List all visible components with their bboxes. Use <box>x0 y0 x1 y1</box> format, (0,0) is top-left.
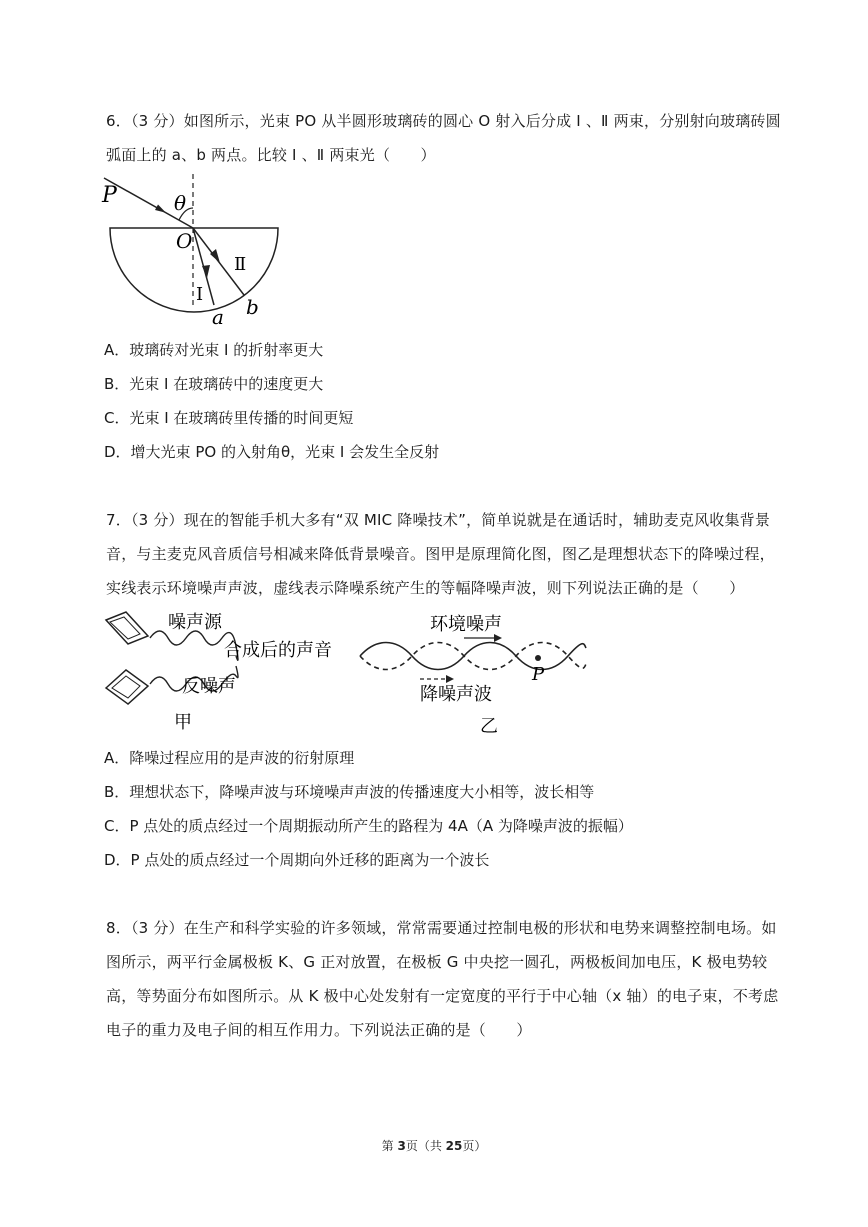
label-b: b <box>246 295 259 319</box>
noise-reduction-wave <box>360 643 586 670</box>
question-6-option-d: D．增大光束 PO 的入射角θ，光束 Ⅰ 会发生全反射 <box>104 443 440 461</box>
label-theta: θ <box>174 191 187 215</box>
label-jia: 甲 <box>174 712 192 733</box>
label-I: Ⅰ <box>196 284 204 305</box>
label-environment-noise: 环境噪声 <box>430 614 502 635</box>
question-6-stem: 6．（3 分）如图所示，光束 PO 从半圆形玻璃砖的圆心 O 射入后分成 Ⅰ 、Ⅱ 两束，分别射向玻璃砖圆弧面上的 a、b 两点。比较 Ⅰ 、Ⅱ 两束光（ ） <box>106 112 781 164</box>
question-7-option-a: A．降噪过程应用的是声波的衍射原理 <box>104 749 355 767</box>
environment-noise-wave <box>360 643 586 670</box>
question-7-option-b: B．理想状态下，降噪声波与环境噪声声波的传播速度大小相等，波长相等 <box>104 783 595 801</box>
noise-speaker-icon <box>106 612 148 644</box>
label-II: Ⅱ <box>234 254 247 275</box>
question-7-option-d: D．P 点处的质点经过一个周期向外迁移的距离为一个波长 <box>104 851 490 869</box>
question-7-option-c: C．P 点处的质点经过一个周期振动所产生的路程为 4A（A 为降噪声波的振幅） <box>104 817 633 835</box>
question-6-option-a: A．玻璃砖对光束 Ⅰ 的折射率更大 <box>104 341 324 359</box>
point-P <box>535 655 541 661</box>
label-P-point: P <box>532 664 545 685</box>
question-7-figure-yi <box>356 608 596 738</box>
question-7-figure-jia <box>100 608 350 733</box>
footer-total-pages: 25 <box>445 1139 463 1153</box>
label-O: O <box>176 229 193 253</box>
label-yi: 乙 <box>480 716 498 737</box>
page-footer <box>0 1137 868 1154</box>
footer-page-number: 3 <box>397 1139 406 1153</box>
footer-mid: 页（共 <box>405 1139 446 1153</box>
label-combined-sound: 合成后的声音 <box>224 640 332 661</box>
label-noise-source: 噪声源 <box>168 612 222 633</box>
question-7-stem: 7．（3 分）现在的智能手机大多有“双 MIC 降噪技术”，简单说就是在通话时，辅助麦克风收集背景音，与主麦克风音质信号相减来降低背景噪音。图甲是原理简化图，图乙是理想状态下的降噪过程，实线表示环境噪声声波，虚线表示降噪系统产生的等幅降噪声波，则下列说法正确的是（ ） <box>106 511 775 597</box>
question-6-figure <box>96 168 296 328</box>
anti-noise-speaker-icon <box>106 670 148 704</box>
footer-prefix: 第 <box>381 1139 398 1153</box>
label-noise-reduction-wave: 降噪声波 <box>420 684 492 705</box>
label-a: a <box>212 305 224 329</box>
question-8-stem: 8．（3 分）在生产和科学实验的许多领域，常常需要通过控制电极的形状和电势来调整控制电场。如图所示，两平行金属极板 K、G 正对放置，在极板 G 中央挖一圆孔，两极板间加电压，K 极电势较高，等势面分布如图所示。从 K 极中心处发射有一定宽度的平行于中心轴（x 轴）的电子束，不考虑电子的重力及电子间的相互作用力。下列说法正确的是（ ） <box>106 919 779 1039</box>
question-6-option-c: C．光束 Ⅰ 在玻璃砖里传播的时间更短 <box>104 409 354 427</box>
label-anti-noise: 反噪声 <box>182 676 236 697</box>
question-6-option-b: B．光束 Ⅰ 在玻璃砖中的速度更大 <box>104 375 324 393</box>
label-P: P <box>102 183 117 208</box>
footer-suffix: 页） <box>462 1139 487 1153</box>
